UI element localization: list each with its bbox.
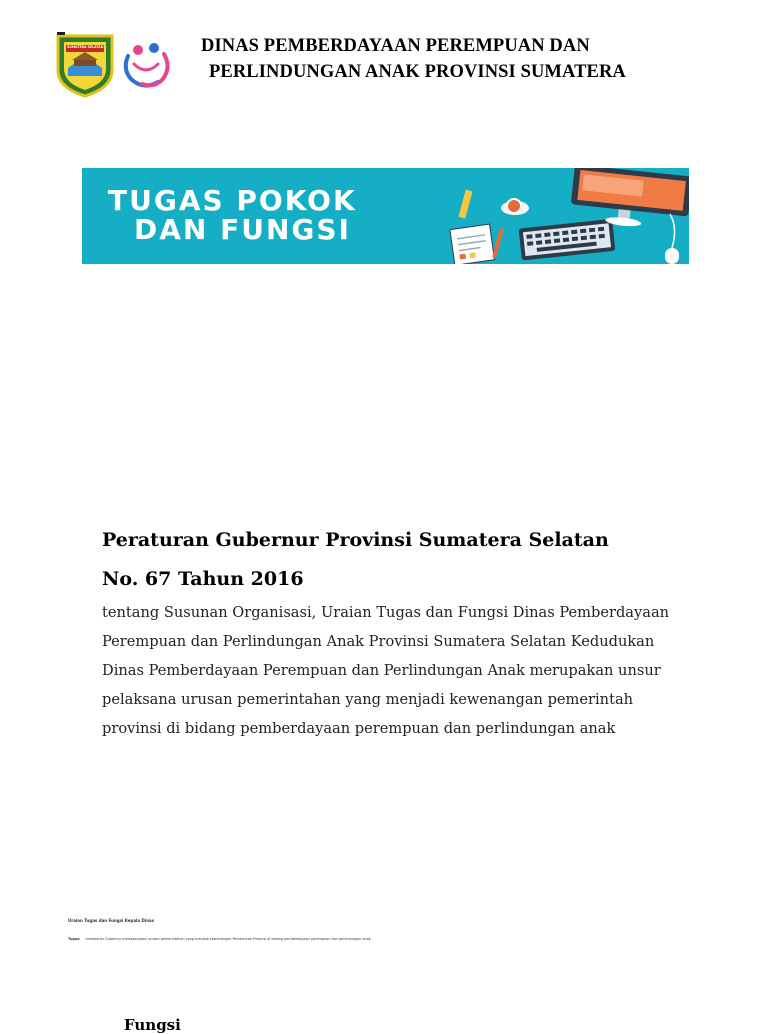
footnote-heading: Uraian Tugas dan Fungsi Kepala Dinas bbox=[68, 918, 155, 923]
desk-illustration bbox=[442, 168, 689, 264]
footnote-text: membantu Gubernur melaksanakan urusan pemerintahan yang menjadi kewenangan Pemerintah Provinsi di bidang pemberdayaan perempuan dan perlindungan anak bbox=[85, 937, 371, 941]
org-name-line-2: PERLINDUNGAN ANAK PROVINSI SUMATERA bbox=[209, 62, 626, 82]
footnote-label: Tugas: bbox=[68, 937, 81, 941]
regulation-body: tentang Susunan Organisasi, Uraian Tugas dan Fungsi Dinas Pemberdayaan Perempuan dan Perlindungan Anak Provinsi Sumatera Selatan Kedudukan Dinas Pemberdayaan Perempuan dan Perlindungan Anak merupakan unsur pelaksana urusan pemerintahan yang menjadi kewenangan pemerintah provinsi di bidang pemberdayaan perempuan dan perlindungan anak bbox=[102, 604, 670, 737]
banner-title-line-1: TUGAS POKOK bbox=[108, 184, 357, 217]
org-name-line-1: DINAS PEMBERDAYAAN PEREMPUAN DAN bbox=[201, 36, 590, 56]
emblem-label: SUMATERA SELATAN bbox=[67, 45, 104, 49]
regulation-number: No. 67 Tahun 2016 bbox=[102, 568, 304, 590]
banner-title-line-2: DAN FUNGSI bbox=[134, 213, 351, 246]
banner bbox=[82, 168, 689, 264]
section-heading-cutoff: Fungsi bbox=[124, 1016, 181, 1034]
footnote-line bbox=[68, 925, 371, 944]
regulation-title: Peraturan Gubernur Provinsi Sumatera Selatan bbox=[102, 529, 609, 551]
ministry-logo bbox=[120, 40, 172, 90]
province-emblem bbox=[54, 30, 116, 98]
